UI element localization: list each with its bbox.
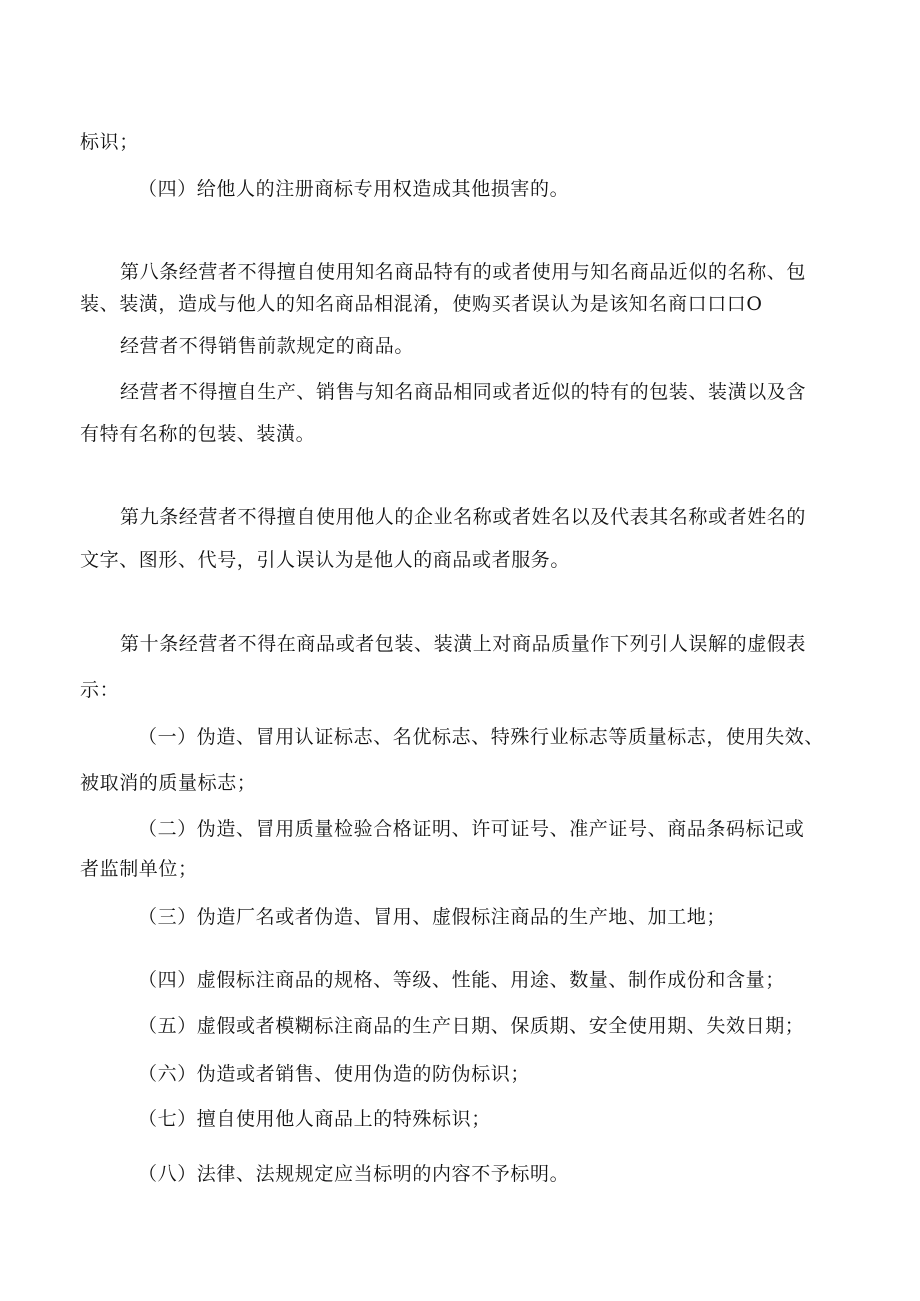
article-10-paragraph: 第十条经营者不得在商品或者包装、装潢上对商品质量作下列引人误解的虚假表	[120, 633, 807, 655]
article-9-paragraph: 第九条经营者不得擅自使用他人的企业名称或者姓名以及代表其名称或者姓名的	[120, 506, 807, 528]
clause-item: （二）伪造、冒用质量检验合格证明、许可证号、准产证号、商品条码标记或	[138, 818, 805, 840]
clause-item: （七）擅自使用他人商品上的特殊标识；	[138, 1108, 491, 1130]
text-line: 标识；	[80, 131, 139, 153]
clause-item: （四）给他人的注册商标专用权造成其他损害的。	[138, 178, 570, 200]
text-line: 示：	[80, 679, 120, 701]
text-line: 有特有名称的包装、装潢。	[80, 423, 316, 445]
article-8-paragraph: 第八条经营者不得擅自使用知名商品特有的或者使用与知名商品近似的名称、包	[120, 261, 807, 283]
clause-item: （一）伪造、冒用认证标志、名优标志、特殊行业标志等质量标志，使用失效、	[138, 726, 825, 748]
paragraph: 经营者不得销售前款规定的商品。	[120, 335, 415, 357]
clause-item: （五）虚假或者模糊标注商品的生产日期、保质期、安全使用期、失效日期；	[138, 1015, 805, 1037]
text-line: 装、装潢，造成与他人的知名商品相混淆，使购买者误认为是该知名商口口口O	[80, 293, 763, 315]
text-line: 被取消的质量标志；	[80, 772, 257, 794]
paragraph: 经营者不得擅自生产、销售与知名商品相同或者近似的特有的包装、装潢以及含	[120, 381, 807, 403]
clause-item: （三）伪造厂名或者伪造、冒用、虚假标注商品的生产地、加工地；	[138, 906, 727, 928]
text-line: 文字、图形、代号，引人误认为是他人的商品或者服务。	[80, 549, 571, 571]
clause-item: （四）虚假标注商品的规格、等级、性能、用途、数量、制作成份和含量；	[138, 969, 785, 991]
text-line: 者监制单位；	[80, 858, 198, 880]
clause-item: （六）伪造或者销售、使用伪造的防伪标识；	[138, 1063, 531, 1085]
clause-item: （八）法律、法规规定应当标明的内容不予标明。	[138, 1163, 570, 1185]
